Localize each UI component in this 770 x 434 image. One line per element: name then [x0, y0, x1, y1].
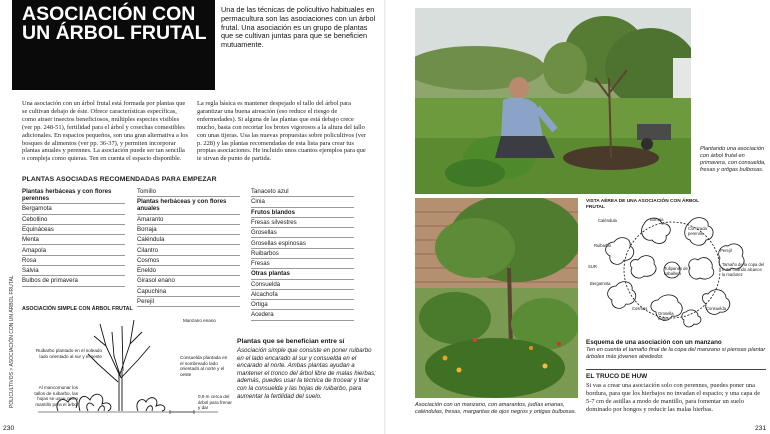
body-text-column-1: Una asociación con un árbol frutal está formada por plantas que se cultivan debajo de éste. Ofrece características específicas, como atraer insectos beneficiosos, múltiples especies visibles (ver pp. 248-51), fertilidad para el árbol y cosechas comestibles adicionales. En espacios pequeños, son una gran alternativa a los bosques de alimentos (ver pp. 36-37), y permiten incorporar plantas anuales y perennes. La asociación puede ser tan sencilla o compleja como quieras. Ten en cuenta el espacio disponible.	[22, 100, 188, 163]
tip-divider	[586, 369, 766, 370]
aerial-label-sur: SUR	[588, 264, 597, 269]
plant-list-item: Fresas	[251, 259, 354, 269]
plant-list-item: Alcachofa	[251, 290, 354, 300]
plant-list-item: Amapola	[22, 245, 125, 255]
aerial-label-cosmos: Cosmos	[632, 306, 648, 311]
book-gutter	[384, 0, 386, 434]
annotation-distance: 0,9 m cerca del árbol para frenar y dar	[198, 394, 232, 411]
plant-list-item: Menta	[22, 235, 125, 245]
annotation-mantillo: Al mancomunar los tallos de ruibarbo, las hojas se usan como mantillo para el árbol	[34, 385, 78, 407]
plant-list-column-2	[137, 187, 240, 307]
page-title: ASOCIACIÓN CON UN ÁRBOL FRUTAL	[22, 3, 207, 44]
aerial-view-title: VISTA AÉREA DE UNA ASOCIACIÓN CON ÁRBOL FRUTAL	[586, 199, 699, 210]
aerial-label-tulipanes: Tulipanes de caballero	[664, 266, 688, 276]
plant-list-item: Girasol enano	[137, 276, 240, 286]
tip-body: Si vas a crear una asociación solo con perennes, puedes poner una bordura, para que los hierbajos no invadan el espacio; y una capa de 5-7 cm de astillas a modo de mantillo, para fomentar un suelo dominado por hongos y reducir las malas hierbas.	[586, 382, 761, 413]
photo-planting-guild	[415, 8, 691, 194]
aerial-label-perejil: Perejil	[720, 248, 732, 253]
plant-list-item: Cosmos	[137, 256, 240, 266]
plant-list-item: Caléndula	[137, 235, 240, 245]
plant-list-item: Equináceas	[22, 225, 125, 235]
body-text-column-2: La regla básica es mantener despejado el tallo del árbol para garantizar una buena aireación (eso reduce el riesgo de enfermedades). Si alguna de las plantas que está debajo crece mucho, basta con recortar los brotes vigorosos a la altura del tallo con unas tijeras. Usa las nuevas propuestas sobre policultivos (ver p. 228) y las plantas recomendadas de esta lista para crear tus propias asociaciones. He incluido unos cuantos ejemplos para que te sirvan de punto de partida.	[197, 100, 366, 163]
plant-list-item: Eneldo	[137, 266, 240, 276]
aerial-label-borraja: Borraja	[650, 217, 664, 222]
aerial-label-bergamota: Bergamota	[590, 281, 611, 286]
diagram-label: ASOCIACIÓN SIMPLE CON ÁRBOL FRUTAL	[22, 306, 133, 312]
page-number-left: 230	[3, 425, 15, 432]
plant-list-item: Tanaceto azul	[251, 187, 354, 197]
plant-list-item: Acedera	[251, 310, 354, 320]
plant-list-item: Grosellas	[251, 228, 354, 238]
plant-list-heading: Plantas herbáceas y con flores perennes	[22, 187, 125, 204]
plant-list-item: Fresas silvestres	[251, 218, 354, 228]
tip-title: EL TRUCO DE HUW	[586, 373, 648, 380]
plant-list-item: Amaranto	[137, 215, 240, 225]
photo-apple-guild	[415, 198, 578, 398]
plant-list-heading: Frutos blandos	[251, 208, 354, 218]
aerial-label-calendula: Caléndula	[598, 218, 617, 223]
annotation-ruibarbo: Ruibarbo plantado en el soleado lado orientado al sur y el oeste	[35, 348, 102, 359]
plant-list-item: Rosa	[22, 256, 125, 266]
plant-list-item: Grosellas espinosas	[251, 238, 354, 248]
plant-list-column-3	[251, 187, 354, 321]
caption-top-photo: Plantando una asociación con árbol frutal en primavera, con consuelda, fresas y ortigas bulbosas.	[700, 146, 766, 173]
plant-list-heading: Plantas herbáceas y con flores anuales	[137, 197, 240, 214]
aerial-caption-body: Ten en cuenta el tamaño final de la copa del manzano si piensas plantar árboles más jóvenes alrededor.	[586, 347, 766, 360]
plant-list-item: Cebollino	[22, 215, 125, 225]
aerial-label-ruibarbo: Ruibarbo	[594, 243, 611, 248]
aerial-label-grosella: Grosella negra	[658, 311, 674, 321]
sidebar-title: Plantas que se benefician entre sí	[237, 338, 345, 345]
aerial-label-tamano-copa: Tamaño de la copa del frutal cuando alcance la madurez	[722, 262, 765, 277]
plant-list-item: Tomillo	[137, 187, 240, 197]
plant-list-item: Capuchina	[137, 287, 240, 297]
plant-table-title: PLANTAS ASOCIADAS RECOMENDADAS PARA EMPEZAR	[22, 176, 217, 183]
page-number-right: 231	[755, 425, 767, 432]
plant-list-item: Ortiga	[251, 300, 354, 310]
plant-list-item: Bulbos de primavera	[22, 276, 125, 286]
annotation-manzano: Manzano enano	[183, 318, 216, 323]
plant-list-item: Consuelda	[251, 280, 354, 290]
plant-list-item: Perejil	[137, 297, 240, 307]
running-folio: POLICULTIVOS > ASOCIACIÓN CON UN ÁRBOL FRUTAL	[9, 275, 15, 408]
aerial-label-col-rizada: Col rizada perenne	[688, 226, 707, 236]
plant-list-heading: Otras plantas	[251, 269, 354, 279]
caption-bottom-photo: Asociación con un manzano, con amarantos, judías enanas, caléndulas, fresas, margaritas de ojos negros y ortigas bulbosas.	[415, 402, 577, 415]
plant-list-item: Borraja	[137, 225, 240, 235]
aerial-label-consuelda: Consuelda	[706, 306, 727, 311]
intro-text: Una de las técnicas de policultivo habituales en permacultura son las asociaciones con un árbol frutal. Una asociación es un grupo de plantas que se cultivan juntas para que se beneficien mutuamente.	[221, 5, 376, 50]
plant-list-column-1	[22, 187, 125, 287]
aerial-caption-title: Esquema de una asociación con un manzano	[586, 339, 722, 346]
plant-list-item: Cilantro	[137, 245, 240, 255]
sidebar-body: Asociación simple que consiste en poner ruibarbo en el lado encarado al sur y consuelda en el encarado al norte. Ambas plantas ayudan a mantener el tronco del árbol libre de malas hierbas; además, puedes usar la técnica de trocear y tirar con la consuelda y las hojas de ruibarbo, para aumentar la fertilidad del suelo.	[237, 347, 376, 400]
plant-list-item: Salvia	[22, 266, 125, 276]
plant-list-item: Ruibarbos	[251, 249, 354, 259]
plant-list-item: Cinia	[251, 197, 354, 207]
annotation-consuelda: Consuelda plantada en el sombreado lado orientado al norte y el oeste	[180, 355, 228, 377]
plant-list-item: Bergamota	[22, 204, 125, 214]
